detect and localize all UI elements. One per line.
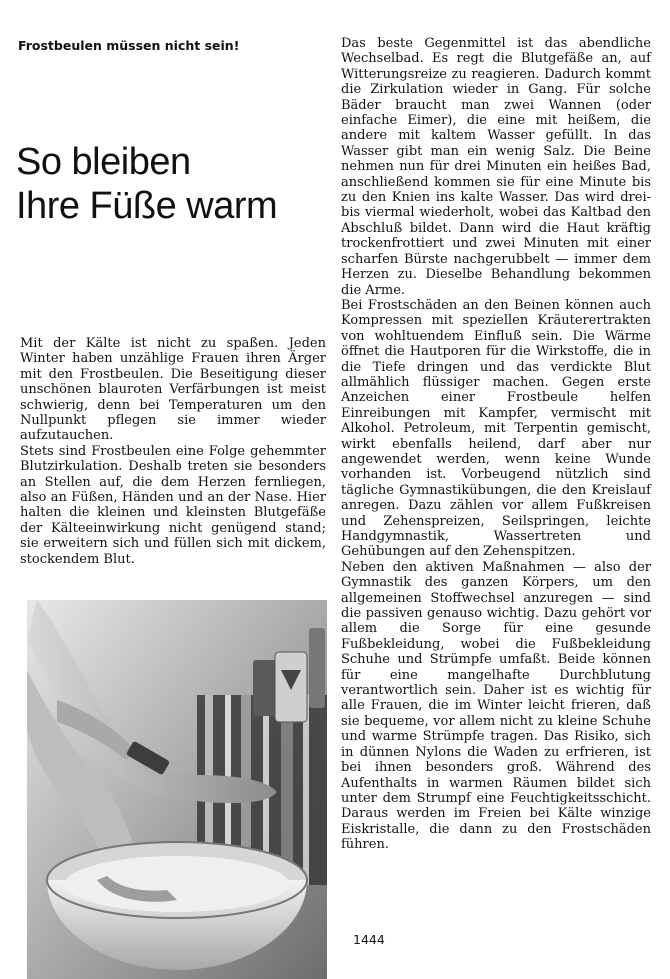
- page-number: 1444: [353, 932, 385, 947]
- article-kicker: Frostbeulen müssen nicht sein!: [18, 38, 240, 53]
- headline-line-1: So bleiben: [16, 141, 191, 183]
- foot-bath-photo: [27, 600, 327, 979]
- right-text-column: [341, 36, 651, 853]
- paragraph: Bei Frostschäden an den Beinen können auch Kompressen mit speziellen Kräuterertrakten von wohltuendem Einfluß sein. Die Wärme öffnet die Hautporen für die Wirkstoffe, die in die Tiefe dringen und das verdickte Blut allmählich flüssiger machen. Gegen erste Anzeichen einer Frostbeule helfen Einreibungen mit Kampfer, vermischt mit Alkohol. Petroleum, mit Terpentin gemischt, wirkt ebenfalls heilend, darf aber nur angewendet werden, wenn keine Wunde vorhanden ist. Vorbeugend nützlich sind tägliche Gymnastikübungen, die den Kreislauf anregen. Dazu zählen vor allem Fußkreisen und Zehenspreizen, Seilspringen, leichte Handgymnastik, Wassertreten und Gehübungen auf den Zehenspitzen.: [341, 297, 651, 560]
- paragraph: Das beste Gegenmittel ist das abendliche Wechselbad. Es regt die Blutgefäße an, auf Witterungsreize zu reagieren. Dadurch kommt die Zirkulation wieder in Gang. Für solche Bäder braucht man zwei Wannen (oder einfache Eimer), die eine mit heißem, die andere mit kaltem Wasser gefüllt. In das Wasser gibt man ein wenig Salz. Die Beine nehmen nun für drei Minuten ein heißes Bad, anschließend kommen sie für eine Minute bis zu den Knien ins kalte Wasser. Das wird drei- bis viermal wiederholt, wobei das Kaltbad den Abschluß bildet. Dann wird die Haut kräftig trockenfrottiert und zwei Minuten mit einer scharfen Bürste nachgerubbelt — immer dem Herzen zu. Dieselbe Behandlung bekommen die Arme.: [341, 36, 651, 298]
- paragraph: Neben den aktiven Maßnahmen — also der Gymnastik des ganzen Körpers, um den allgemeinen Stoffwechsel anzuregen — sind die passiven genauso wichtig. Dazu gehört vor allem die Sorge für eine gesunde Fußbekleidung, wobei die Fußbekleidung Schuhe und Strümpfe umfaßt. Beide können für eine mangelhafte Durchblutung verantwortlich sein. Daher ist es wichtig für alle Frauen, die im Winter leicht frieren, daß sie bequeme, vor allem nicht zu kleine Schuhe und warme Strümpfe tragen. Das Risiko, sich in dünnen Nylons die Waden zu erfrieren, ist bei ihnen besonders groß. Während des Aufenthalts in warmen Räumen bildet sich unter dem Strumpf eine Feuchtigkeitsschicht. Daraus werden im Freien bei Kälte winzige Eiskristalle, die dann zu den Frostschäden führen.: [341, 559, 651, 853]
- left-text-column: [20, 336, 326, 567]
- paragraph: Mit der Kälte ist nicht zu spaßen. Jeden Winter haben unzählige Frauen ihren Ärger mit den Frostbeulen. Die Beseitigung dieser unschönen blauroten Verfärbungen ist meist schwierig, denn bei Temperaturen um den Nullpunkt pflegen sie immer wieder aufzutauchen.: [20, 336, 326, 444]
- headline-line-2: Ihre Füße warm: [16, 185, 278, 227]
- article-headline: [16, 140, 326, 228]
- foot-bath-illustration: [27, 600, 327, 979]
- paragraph: Stets sind Frostbeulen eine Folge gehemmter Blutzirkulation. Deshalb treten sie besonders an Stellen auf, die dem Herzen fernliegen, also an Füßen, Händen und an der Nase. Hier halten die kleinen und kleinsten Blutgefäße der Kälteeinwirkung nicht genügend stand; sie erweitern sich und füllen sich mit dickem, stockendem Blut.: [20, 443, 326, 567]
